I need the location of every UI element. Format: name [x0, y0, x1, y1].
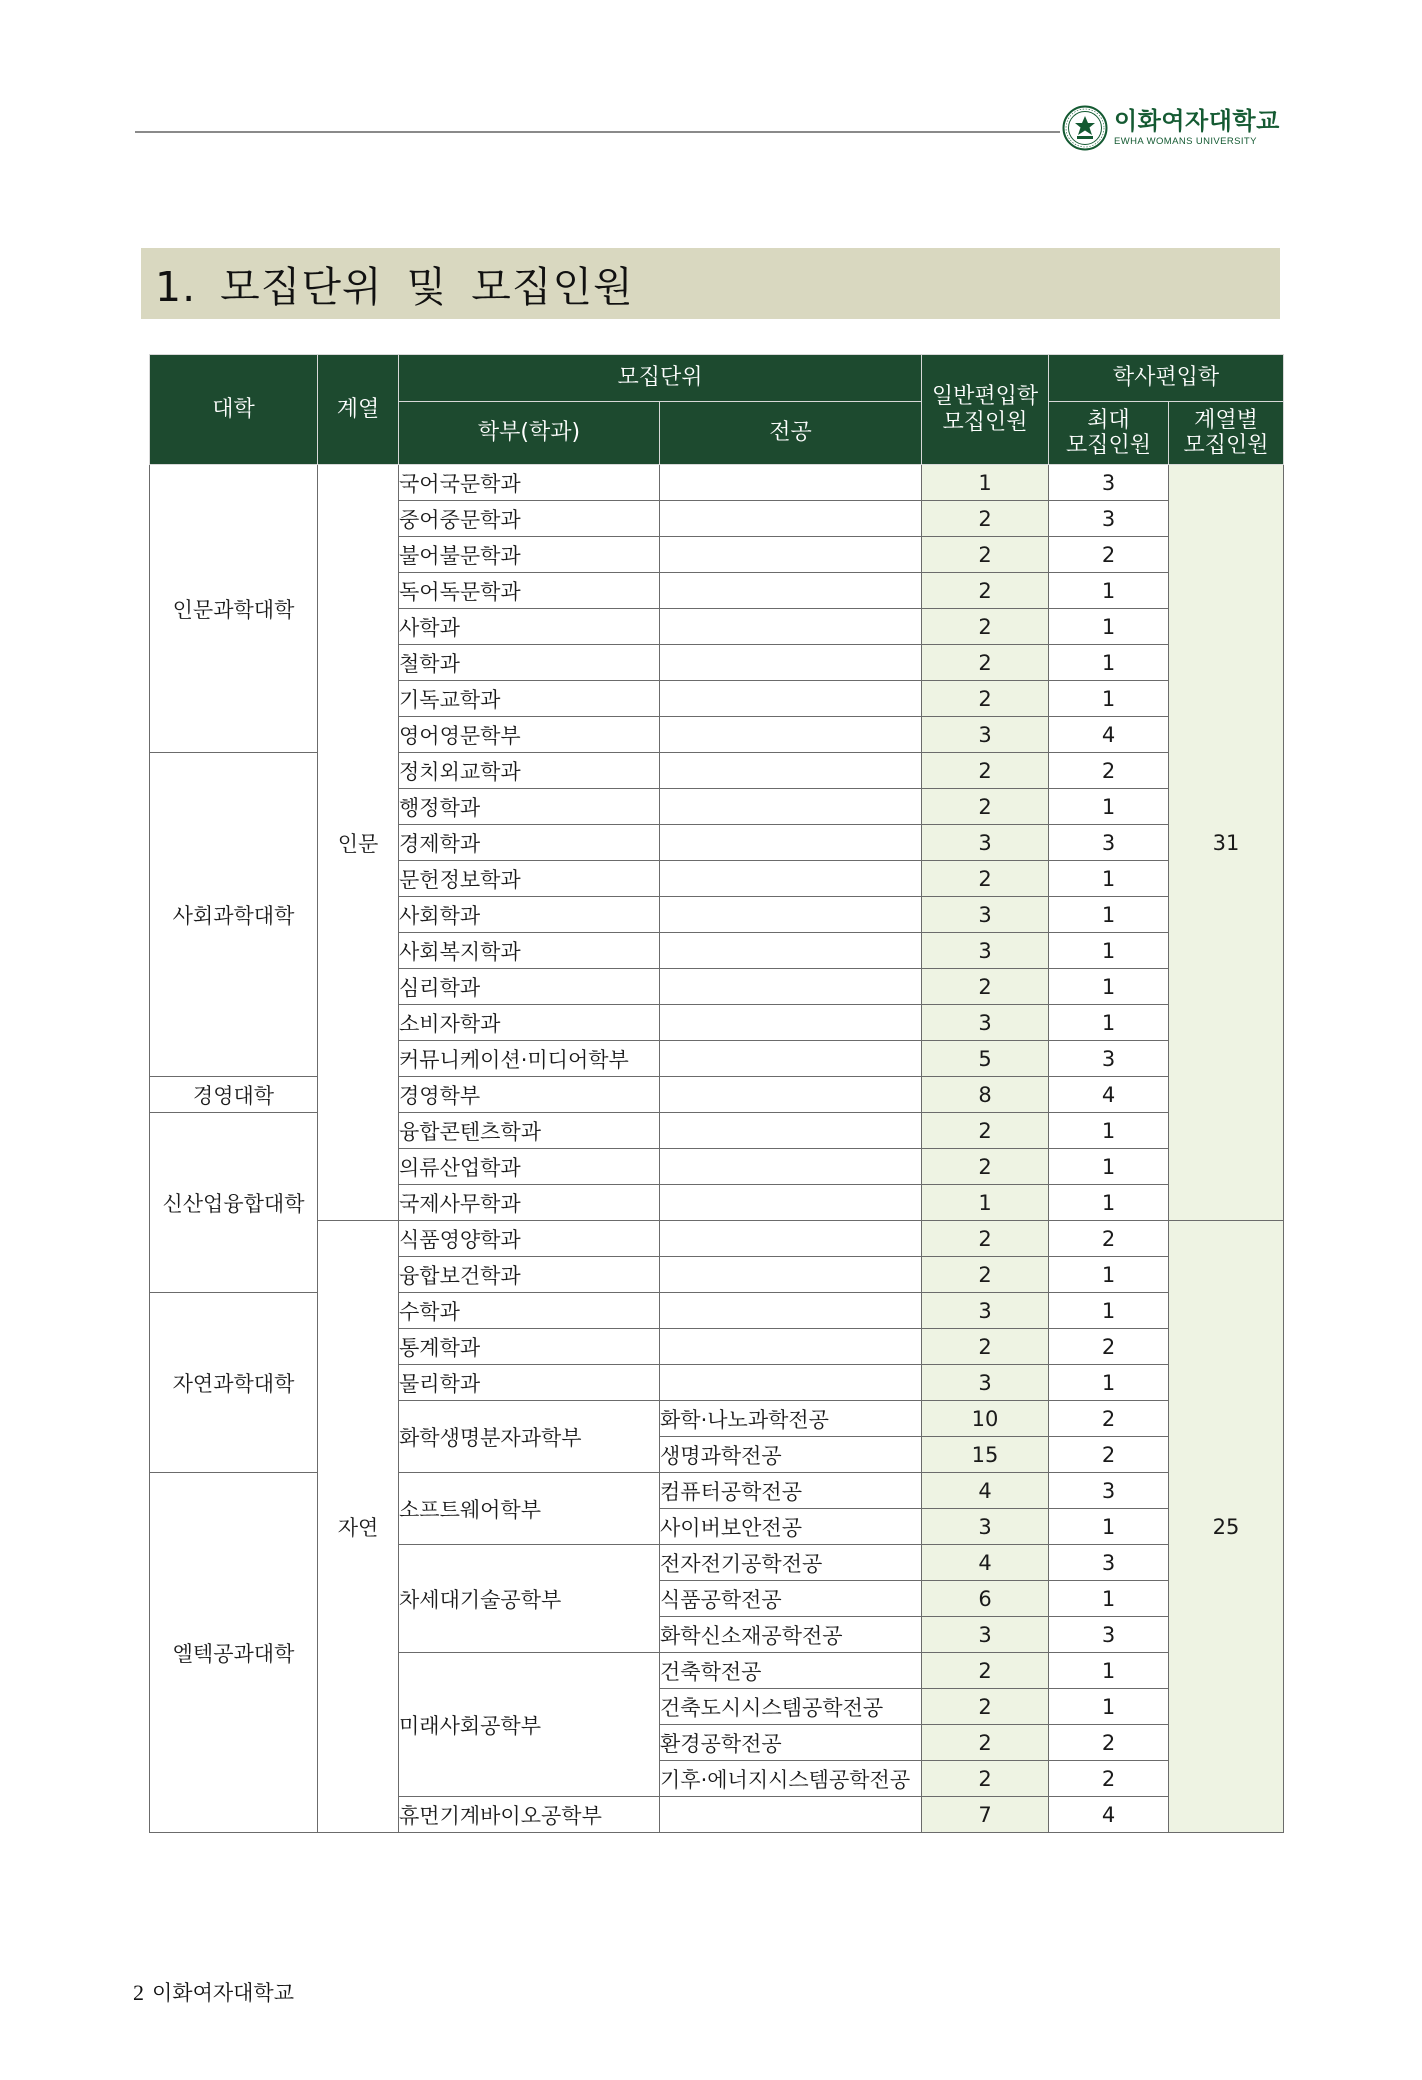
footer-school-name: 이화여자대학교	[152, 1981, 295, 2005]
bachelor-max-cell: 1	[1049, 1365, 1169, 1401]
college-cell: 인문과학대학	[150, 465, 318, 753]
general-count-cell: 2	[922, 1149, 1049, 1185]
bachelor-max-cell: 1	[1049, 933, 1169, 969]
table-row	[150, 465, 1284, 501]
department-cell: 행정학과	[399, 789, 660, 825]
header-unit-group: 모집단위	[399, 355, 922, 402]
department-cell: 심리학과	[399, 969, 660, 1005]
department-cell: 독어독문학과	[399, 573, 660, 609]
major-cell	[660, 1113, 922, 1149]
department-cell: 수학과	[399, 1293, 660, 1329]
major-cell	[660, 1257, 922, 1293]
header-bachelor-max-line2: 모집인원	[1065, 433, 1151, 458]
major-cell: 환경공학전공	[660, 1725, 922, 1761]
department-cell: 경제학과	[399, 825, 660, 861]
bachelor-max-cell: 1	[1049, 789, 1169, 825]
general-count-cell: 2	[922, 789, 1049, 825]
track-total-cell: 31	[1169, 465, 1284, 1221]
general-count-cell: 8	[922, 1077, 1049, 1113]
department-cell: 소비자학과	[399, 1005, 660, 1041]
department-cell: 영어영문학부	[399, 717, 660, 753]
bachelor-max-cell: 4	[1049, 1077, 1169, 1113]
major-cell	[660, 681, 922, 717]
general-count-cell: 2	[922, 681, 1049, 717]
bachelor-max-cell: 2	[1049, 1221, 1169, 1257]
major-cell	[660, 1797, 922, 1833]
bachelor-max-cell: 2	[1049, 1761, 1169, 1797]
major-cell	[660, 1077, 922, 1113]
major-cell: 건축학전공	[660, 1653, 922, 1689]
bachelor-max-cell: 1	[1049, 609, 1169, 645]
department-cell: 사회학과	[399, 897, 660, 933]
major-cell: 사이버보안전공	[660, 1509, 922, 1545]
department-cell: 국어국문학과	[399, 465, 660, 501]
admission-table	[149, 354, 1284, 1833]
department-cell: 문헌정보학과	[399, 861, 660, 897]
bachelor-max-cell: 3	[1049, 465, 1169, 501]
college-cell: 신산업융합대학	[150, 1113, 318, 1293]
general-count-cell: 2	[922, 969, 1049, 1005]
bachelor-max-cell: 3	[1049, 1545, 1169, 1581]
bachelor-max-cell: 1	[1049, 1653, 1169, 1689]
general-count-cell: 2	[922, 1689, 1049, 1725]
bachelor-max-cell: 1	[1049, 1509, 1169, 1545]
department-cell: 차세대기술공학부	[399, 1545, 660, 1653]
bachelor-max-cell: 3	[1049, 1473, 1169, 1509]
general-count-cell: 15	[922, 1437, 1049, 1473]
header-bachelor-track-line1: 계열별	[1194, 407, 1258, 433]
general-count-cell: 4	[922, 1473, 1049, 1509]
general-count-cell: 6	[922, 1581, 1049, 1617]
department-cell: 식품영양학과	[399, 1221, 660, 1257]
general-count-cell: 5	[922, 1041, 1049, 1077]
header-general-line2: 모집인원	[942, 409, 1028, 435]
bachelor-max-cell: 1	[1049, 1293, 1169, 1329]
general-count-cell: 2	[922, 753, 1049, 789]
general-count-cell: 2	[922, 1653, 1049, 1689]
major-cell: 식품공학전공	[660, 1581, 922, 1617]
major-cell	[660, 825, 922, 861]
department-cell: 소프트웨어학부	[399, 1473, 660, 1545]
major-cell	[660, 645, 922, 681]
department-cell: 중어중문학과	[399, 501, 660, 537]
bachelor-max-cell: 1	[1049, 1185, 1169, 1221]
department-cell: 정치외교학과	[399, 753, 660, 789]
major-cell	[660, 789, 922, 825]
header-bachelor-track-line2: 모집인원	[1183, 433, 1269, 458]
bachelor-max-cell: 1	[1049, 861, 1169, 897]
major-cell	[660, 537, 922, 573]
bachelor-max-cell: 2	[1049, 1329, 1169, 1365]
general-count-cell: 2	[922, 1761, 1049, 1797]
department-cell: 통계학과	[399, 1329, 660, 1365]
bachelor-max-cell: 1	[1049, 1581, 1169, 1617]
bachelor-max-cell: 1	[1049, 897, 1169, 933]
general-count-cell: 2	[922, 861, 1049, 897]
department-cell: 경영학부	[399, 1077, 660, 1113]
major-cell	[660, 1185, 922, 1221]
department-cell: 철학과	[399, 645, 660, 681]
general-count-cell: 3	[922, 897, 1049, 933]
major-cell	[660, 1365, 922, 1401]
general-count-cell: 2	[922, 645, 1049, 681]
major-cell: 컴퓨터공학전공	[660, 1473, 922, 1509]
general-count-cell: 3	[922, 1365, 1049, 1401]
department-cell: 미래사회공학부	[399, 1653, 660, 1797]
header-bachelor-max-line1: 최대	[1087, 407, 1130, 433]
general-count-cell: 2	[922, 501, 1049, 537]
general-count-cell: 4	[922, 1545, 1049, 1581]
college-cell: 사회과학대학	[150, 753, 318, 1077]
general-count-cell: 3	[922, 1293, 1049, 1329]
bachelor-max-cell: 3	[1049, 825, 1169, 861]
general-count-cell: 1	[922, 1185, 1049, 1221]
header-bachelor-transfer: 학사편입학	[1049, 355, 1284, 402]
general-count-cell: 2	[922, 1257, 1049, 1293]
department-cell: 물리학과	[399, 1365, 660, 1401]
major-cell: 건축도시시스템공학전공	[660, 1689, 922, 1725]
general-count-cell: 3	[922, 933, 1049, 969]
bachelor-max-cell: 1	[1049, 1149, 1169, 1185]
track-total-cell: 25	[1169, 1221, 1284, 1833]
department-cell: 사학과	[399, 609, 660, 645]
major-cell	[660, 969, 922, 1005]
section-title: 1. 모집단위 및 모집인원	[155, 263, 634, 311]
bachelor-max-cell: 2	[1049, 537, 1169, 573]
department-cell: 화학생명분자과학부	[399, 1401, 660, 1473]
department-cell: 융합콘텐츠학과	[399, 1113, 660, 1149]
bachelor-max-cell: 1	[1049, 1005, 1169, 1041]
major-cell	[660, 1005, 922, 1041]
department-cell: 휴먼기계바이오공학부	[399, 1797, 660, 1833]
general-count-cell: 2	[922, 609, 1049, 645]
department-cell: 의류산업학과	[399, 1149, 660, 1185]
header-bachelor-max	[1049, 402, 1169, 465]
major-cell	[660, 897, 922, 933]
header-college: 대학	[150, 355, 318, 465]
department-cell: 국제사무학과	[399, 1185, 660, 1221]
department-cell: 커뮤니케이션·미디어학부	[399, 1041, 660, 1077]
major-cell	[660, 753, 922, 789]
bachelor-max-cell: 2	[1049, 753, 1169, 789]
major-cell	[660, 501, 922, 537]
header-general-transfer	[922, 355, 1049, 465]
university-logo	[1062, 105, 1280, 151]
major-cell	[660, 573, 922, 609]
logo-english-name: EWHA WOMANS UNIVERSITY	[1114, 136, 1257, 148]
college-cell: 경영대학	[150, 1077, 318, 1113]
bachelor-max-cell: 2	[1049, 1437, 1169, 1473]
college-cell: 자연과학대학	[150, 1293, 318, 1473]
bachelor-max-cell: 1	[1049, 681, 1169, 717]
bachelor-max-cell: 1	[1049, 1689, 1169, 1725]
bachelor-max-cell: 3	[1049, 1041, 1169, 1077]
track-cell: 인문	[318, 465, 399, 1221]
bachelor-max-cell: 1	[1049, 573, 1169, 609]
bachelor-max-cell: 2	[1049, 1401, 1169, 1437]
bachelor-max-cell: 1	[1049, 1113, 1169, 1149]
bachelor-max-cell: 4	[1049, 717, 1169, 753]
general-count-cell: 3	[922, 1509, 1049, 1545]
general-count-cell: 3	[922, 1005, 1049, 1041]
bachelor-max-cell: 4	[1049, 1797, 1169, 1833]
general-count-cell: 3	[922, 1617, 1049, 1653]
department-cell: 불어불문학과	[399, 537, 660, 573]
general-count-cell: 2	[922, 1725, 1049, 1761]
bachelor-max-cell: 1	[1049, 969, 1169, 1005]
department-cell: 기독교학과	[399, 681, 660, 717]
general-count-cell: 1	[922, 465, 1049, 501]
major-cell	[660, 1329, 922, 1365]
bachelor-max-cell: 3	[1049, 1617, 1169, 1653]
header-general-line1: 일반편입학	[931, 384, 1039, 410]
general-count-cell: 2	[922, 537, 1049, 573]
bachelor-max-cell: 2	[1049, 1725, 1169, 1761]
page-number: 2	[133, 1980, 144, 2005]
major-cell: 기후·에너지시스템공학전공	[660, 1761, 922, 1797]
bachelor-max-cell: 3	[1049, 501, 1169, 537]
header-bachelor-track	[1169, 402, 1284, 465]
general-count-cell: 2	[922, 1221, 1049, 1257]
track-cell: 자연	[318, 1221, 399, 1833]
page-footer	[133, 1977, 294, 2007]
section-title-bar	[141, 248, 1280, 319]
bachelor-max-cell: 1	[1049, 1257, 1169, 1293]
major-cell: 전자전기공학전공	[660, 1545, 922, 1581]
header-rule	[135, 131, 1060, 133]
header-major: 전공	[660, 402, 922, 465]
general-count-cell: 3	[922, 717, 1049, 753]
university-seal-icon	[1062, 105, 1108, 151]
table-row	[150, 1221, 1284, 1257]
general-count-cell: 3	[922, 825, 1049, 861]
major-cell	[660, 717, 922, 753]
major-cell	[660, 1293, 922, 1329]
major-cell	[660, 861, 922, 897]
major-cell: 화학·나노과학전공	[660, 1401, 922, 1437]
general-count-cell: 2	[922, 573, 1049, 609]
major-cell	[660, 1221, 922, 1257]
major-cell	[660, 933, 922, 969]
major-cell	[660, 609, 922, 645]
general-count-cell: 2	[922, 1113, 1049, 1149]
logo-korean-name: 이화여자대학교	[1114, 107, 1280, 136]
general-count-cell: 2	[922, 1329, 1049, 1365]
header-track: 계열	[318, 355, 399, 465]
department-cell: 융합보건학과	[399, 1257, 660, 1293]
department-cell: 사회복지학과	[399, 933, 660, 969]
general-count-cell: 10	[922, 1401, 1049, 1437]
bachelor-max-cell: 1	[1049, 645, 1169, 681]
major-cell	[660, 1041, 922, 1077]
major-cell	[660, 465, 922, 501]
major-cell: 생명과학전공	[660, 1437, 922, 1473]
header-department: 학부(학과)	[399, 402, 660, 465]
major-cell	[660, 1149, 922, 1185]
general-count-cell: 7	[922, 1797, 1049, 1833]
college-cell: 엘텍공과대학	[150, 1473, 318, 1833]
major-cell: 화학신소재공학전공	[660, 1617, 922, 1653]
